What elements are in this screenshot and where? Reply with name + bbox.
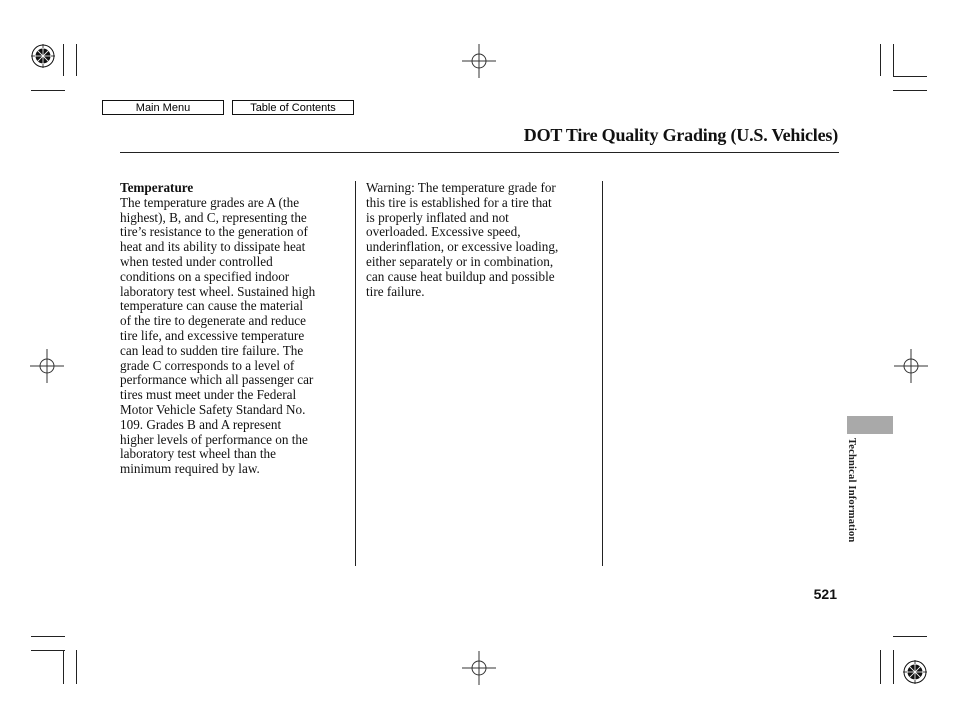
crop-mark (893, 76, 927, 77)
registration-target-icon (903, 660, 927, 684)
crosshair-icon (30, 349, 64, 383)
crop-mark (893, 636, 927, 637)
registration-target-icon (31, 44, 55, 68)
column-divider (602, 181, 603, 566)
warning-text: Warning: The temperature grade for this tire is established for a tire that is properly inflated and not overloaded. Excessive speed, underinflation, or excessive loading, either separately or in combination, can cause heat buildup and possible tire failure. (366, 180, 559, 299)
crop-mark (63, 650, 64, 684)
page-title: DOT Tire Quality Grading (U.S. Vehicles) (523, 125, 838, 145)
crop-mark (63, 44, 64, 76)
crop-mark (893, 90, 927, 91)
main-menu-button[interactable]: Main Menu (102, 100, 224, 115)
crop-mark (893, 44, 894, 76)
crosshair-icon (462, 651, 496, 685)
crop-mark (31, 90, 65, 91)
column-divider (355, 181, 356, 566)
section-tab (847, 416, 893, 434)
page-number: 521 (813, 586, 837, 602)
title-rule (120, 152, 839, 153)
crop-mark (31, 650, 65, 651)
crop-mark (76, 650, 77, 684)
crop-mark (880, 44, 881, 76)
section-tab-label: Technical Information (846, 438, 857, 543)
crop-mark (76, 44, 77, 76)
crosshair-icon (894, 349, 928, 383)
crop-mark (893, 650, 894, 684)
temperature-section (120, 181, 352, 477)
warning-section (366, 181, 598, 299)
section-heading: Temperature (120, 180, 194, 195)
crop-mark (880, 650, 881, 684)
table-of-contents-button[interactable]: Table of Contents (232, 100, 354, 115)
crop-mark (31, 636, 65, 637)
body-text: The temperature grades are A (the highest), B, and C, representing the tire’s resistance to the generation of heat and its ability to dissipate heat when tested under controlled conditions on a specified indoor laboratory test wheel. Sustained high temperature can cause the material of the tire to degenerate and reduce tire life, and excessive temperature can lead to sudden tire failure. The grade C corresponds to a level of performance which all passenger car tires must meet under the Federal Motor Vehicle Safety Standard No. 109. Grades B and A represent higher levels of performance on the laboratory test wheel than the minimum required by law. (120, 194, 316, 477)
crosshair-icon (462, 44, 496, 78)
